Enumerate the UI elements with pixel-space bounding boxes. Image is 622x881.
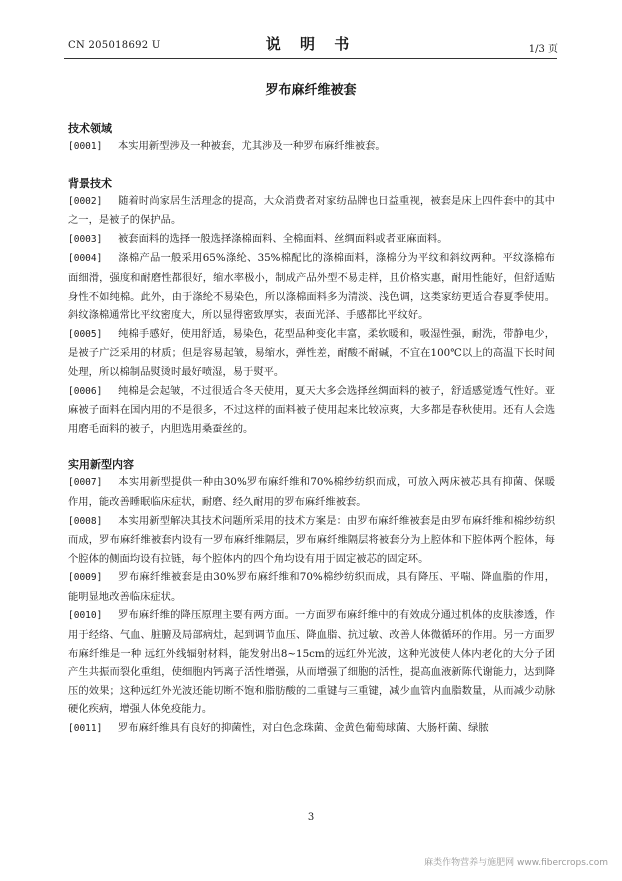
paragraph: [68, 137, 555, 157]
paragraph-number: [0003]: [68, 233, 103, 245]
paragraph-text: 被套面料的选择一般选择涤棉面料、全棉面料、丝绸面料或者亚麻面料。: [118, 232, 448, 245]
document-type-heading: 说 明 书: [265, 35, 357, 53]
paragraph-number: [0001]: [68, 141, 103, 152]
paragraph: [68, 382, 555, 439]
paragraph-text: 本实用新型涉及一种被套，尤其涉及一种罗布麻纤维被套。: [118, 140, 386, 152]
document-body: [68, 120, 555, 739]
paragraph-number: [0011]: [68, 723, 103, 735]
paragraph: [68, 230, 555, 250]
section-heading: 背景技术: [68, 176, 112, 190]
paragraph-number: [0010]: [68, 610, 103, 622]
paragraph: [68, 249, 555, 324]
paragraph: [68, 512, 555, 569]
paragraph: [68, 325, 555, 382]
paragraph-text: 罗布麻纤维的降压原理主要有两方面。一方面罗布麻纤维中的有效成分通过机体的皮肤渗透，作用于经络、气血、脏腑及局部病灶，起到调节血压、降血脂、抗过敏、改善人体微循环的作用。另一方面罗布麻纤维是一种 远红外线辐射材料，能发射出8~15cm的远红外光波，这种光波使人体内老化的大分子团产生共振而裂化重组，使细胞内钙离子活性增强，从而增强了细胞的活性，提高血液新陈代谢能力，达到降压的效果；这种远红外光波还能切断不饱和脂肪酸的二重键与三重键，减少血管内血脂数量，从而减少动脉硬化疾病，增强人体免疫能力。: [68, 609, 555, 716]
paragraph-text: 随着时尚家居生活理念的提高，大众消费者对家纺品牌也日益重视，被套是床上四件套中的其中之一，是被子的保护品。: [68, 194, 555, 227]
section-heading: 实用新型内容: [68, 458, 134, 472]
paragraph: [68, 606, 555, 719]
page-number: 3: [307, 812, 315, 823]
paragraph-number: [0004]: [68, 253, 103, 265]
paragraph-text: 本实用新型提供一种由30%罗布麻纤维和70%棉纱纺织而成，可放入两床被芯具有抑菌、保暖作用，能改善睡眠临床症状，耐磨、经久耐用的罗布麻纤维被套。: [68, 476, 555, 508]
paragraph: [68, 568, 555, 606]
paragraph-number: [0006]: [68, 385, 103, 397]
paragraph-text: 本实用新型解决其技术问题所采用的技术方案是：由罗布麻纤维被套是由罗布麻纤维和棉纱纺织而成，罗布麻纤维被套内设有一罗布麻纤维隔层，罗布麻纤维隔层将被套分为上腔体和下腔体两个腔体，每个腔体的侧面均设有拉链，每个腔体内的四个角均设有用于固定被芯的固定环。: [68, 514, 555, 565]
paragraph-text: 纯棉是会起皱，不过很适合冬天使用，夏天大多会选择丝绸面料的被子，舒适感觉透气性好。亚麻被子面料在国内用的不是很多，不过这样的面料被子使用起来比较凉爽，大多都是春秋使用。还有人会选用磨毛面料的被子，内胆选用桑蚕丝的。: [68, 384, 555, 435]
paragraph-text: 涤棉产品一般采用65%涤纶、35%棉配比的涤棉面料，涤棉分为平纹和斜纹两种。平纹涤棉布面细滑，强度和耐磨性都很好，缩水率极小，制成产品外型不易走样，且价格实惠，耐用性能好，但舒适贴身性不如纯棉。此外，由于涤纶不易染色，所以涤棉面料多为清淡、浅色调，这类家纺更适合春夏季使用。斜纹涤棉通常比平纹密度大，所以显得密致厚实，表面光泽、手感都比平纹好。: [68, 252, 555, 322]
paragraph-text: 罗布麻纤维具有良好的抑菌性，对白色念珠菌、金黄色葡萄球菌、大肠杆菌、绿脓: [118, 722, 489, 735]
paragraph: [68, 192, 555, 230]
paragraph-number: [0005]: [68, 328, 103, 340]
paragraph: [68, 719, 555, 739]
document-title: 罗布麻纤维被套: [265, 83, 357, 98]
page-indicator: 1/3 页: [528, 44, 558, 55]
patent-number: CN 205018692 U: [68, 40, 161, 51]
paragraph-number: [0007]: [68, 477, 103, 489]
paragraph-text: 纯棉手感好，使用舒适，易染色，花型品种变化丰富，柔软暖和，吸湿性强，耐洗，带静电少，是被子广泛采用的材质；但是容易起皱，易缩水，弹性差，耐酸不耐碱，不宜在100℃以上的高温下长时间处理，所以棉制品熨烫时最好喷湿，易于熨平。: [68, 327, 555, 378]
header-divider: [64, 58, 557, 59]
section-heading: 技术领域: [68, 122, 112, 135]
paragraph: [68, 473, 555, 511]
paragraph-number: [0002]: [68, 195, 103, 207]
site-watermark: 麻类作物营养与施肥网 www.fibercrops.com: [424, 858, 608, 868]
paragraph-number: [0008]: [68, 515, 103, 527]
paragraph-text: 罗布麻纤维被套是由30%罗布麻纤维和70%棉纱纺织而成，具有降压、平喘、降血脂的作用，能明显地改善临床症状。: [68, 571, 555, 603]
paragraph-number: [0009]: [68, 572, 103, 584]
